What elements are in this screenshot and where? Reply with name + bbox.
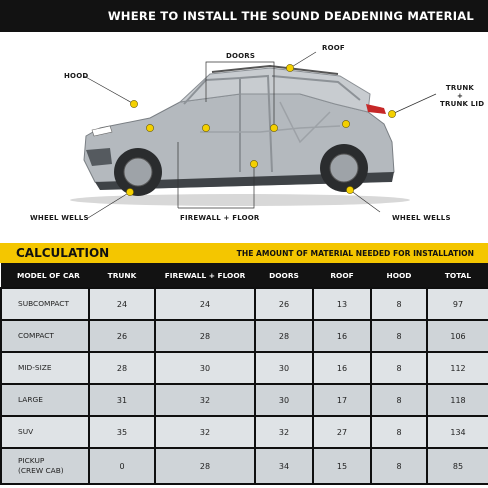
cell-doors: 34 (255, 448, 313, 484)
cell-total: 118 (427, 384, 488, 416)
calculation-subtitle: THE AMOUNT OF MATERIAL NEEDED FOR INSTALLATION (236, 248, 474, 258)
hood-label: HOOD (64, 72, 89, 80)
cell-doors: 30 (255, 384, 313, 416)
car-illustration (0, 32, 488, 240)
cell-model (1, 384, 89, 416)
ground-shadow (70, 194, 410, 206)
column-header-trunk: TRUNK (89, 263, 155, 288)
cell-roof: 16 (313, 320, 371, 352)
cell-firewall-floor: 32 (155, 384, 255, 416)
cell-doors: 26 (255, 288, 313, 320)
cell-model (1, 352, 89, 384)
car-diagram (0, 32, 488, 240)
wheel-wells-left-callout (88, 192, 130, 218)
firewall-floor-label: FIREWALL + FLOOR (180, 214, 260, 222)
cell-total: 97 (427, 288, 488, 320)
cell-roof: 17 (313, 384, 371, 416)
cell-roof: 27 (313, 416, 371, 448)
trunk-marker (342, 120, 349, 127)
cell-trunk: 26 (89, 320, 155, 352)
cell-model (1, 288, 89, 320)
cell-total: 106 (427, 320, 488, 352)
floor-marker (250, 160, 257, 167)
cell-hood: 8 (371, 416, 427, 448)
cell-model (1, 416, 89, 448)
trunk-label-line1: TRUNK (445, 84, 475, 92)
trunk-label-plus: + (456, 92, 464, 100)
table-row (1, 320, 488, 352)
trunk-label-line2: TRUNK LID (440, 100, 485, 108)
table-row (1, 352, 488, 384)
calculation-bar (0, 243, 488, 263)
cell-hood: 8 (371, 384, 427, 416)
model-name: SUV (18, 427, 34, 436)
column-header-hood: HOOD (371, 263, 427, 288)
column-header-model: MODEL OF CAR (1, 263, 89, 288)
cell-hood: 8 (371, 288, 427, 320)
cell-firewall-floor: 24 (155, 288, 255, 320)
cell-doors: 32 (255, 416, 313, 448)
cell-hood: 8 (371, 320, 427, 352)
cell-total: 134 (427, 416, 488, 448)
cell-trunk: 35 (89, 416, 155, 448)
rear-rim (330, 154, 358, 182)
wheel-wells-left-label: WHEEL WELLS (30, 214, 89, 222)
cell-total: 112 (427, 352, 488, 384)
cell-hood: 8 (371, 352, 427, 384)
trunk-lid-marker (388, 110, 395, 117)
model-name-secondary: (CREW CAB) (18, 466, 64, 475)
cell-trunk: 24 (89, 288, 155, 320)
cell-model (1, 448, 89, 484)
door-rear-marker (270, 124, 277, 131)
cell-roof: 15 (313, 448, 371, 484)
table-row (1, 288, 488, 320)
hood-marker (130, 100, 137, 107)
cell-firewall-floor: 30 (155, 352, 255, 384)
column-header-doors: DOORS (255, 263, 313, 288)
page-title: WHERE TO INSTALL THE SOUND DEADENING MATERIAL (107, 9, 474, 23)
model-name: MID-SIZE (18, 363, 52, 372)
column-header-roof: ROOF (313, 263, 371, 288)
trunk-label (440, 84, 485, 108)
cell-total: 85 (427, 448, 488, 484)
material-table (0, 263, 488, 485)
top-banner (0, 0, 488, 32)
model-name: SUBCOMPACT (18, 299, 69, 308)
cell-doors: 28 (255, 320, 313, 352)
table-row (1, 384, 488, 416)
wheel-well-front-marker (126, 188, 133, 195)
column-header-total: TOTAL (427, 263, 488, 288)
cell-trunk: 0 (89, 448, 155, 484)
trunk-callout (392, 94, 436, 114)
hood-callout (84, 76, 134, 104)
roof-label: ROOF (322, 44, 345, 52)
wheel-well-rear-marker (346, 186, 353, 193)
roof-marker (286, 64, 293, 71)
cell-firewall-floor: 32 (155, 416, 255, 448)
model-name: LARGE (18, 395, 43, 404)
cell-roof: 13 (313, 288, 371, 320)
cell-trunk: 31 (89, 384, 155, 416)
cell-firewall-floor: 28 (155, 448, 255, 484)
roof-callout (290, 52, 316, 68)
cell-doors: 30 (255, 352, 313, 384)
table-row (1, 416, 488, 448)
table-header-row (1, 263, 488, 288)
model-name: PICKUP (18, 456, 45, 465)
doors-label: DOORS (226, 52, 256, 60)
firewall-marker (146, 124, 153, 131)
table-row (1, 448, 488, 484)
cell-firewall-floor: 28 (155, 320, 255, 352)
cell-hood: 8 (371, 448, 427, 484)
model-name: COMPACT (18, 331, 54, 340)
wheel-wells-right-label: WHEEL WELLS (392, 214, 451, 222)
cell-roof: 16 (313, 352, 371, 384)
front-rim (124, 158, 152, 186)
cell-model (1, 320, 89, 352)
cell-trunk: 28 (89, 352, 155, 384)
column-header-firewall-floor: FIREWALL + FLOOR (155, 263, 255, 288)
door-front-marker (202, 124, 209, 131)
calculation-title: CALCULATION (16, 246, 110, 260)
